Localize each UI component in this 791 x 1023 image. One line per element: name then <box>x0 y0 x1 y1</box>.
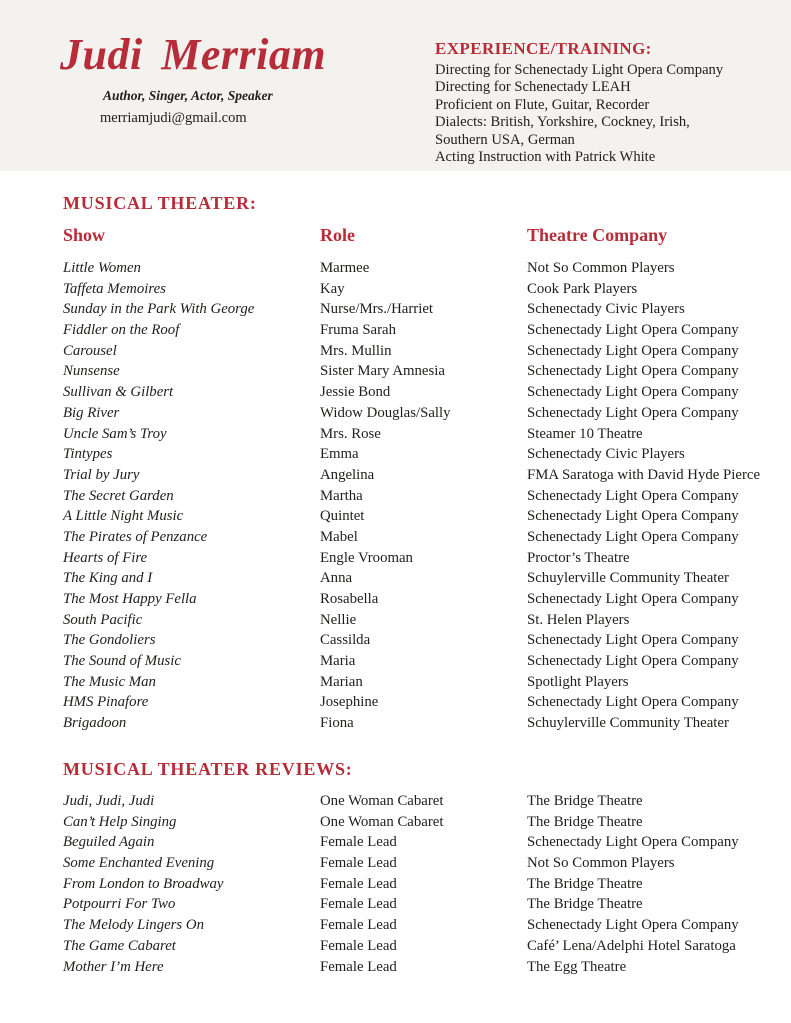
show-title: Brigadoon <box>63 715 127 732</box>
show-title: A Little Night Music <box>63 508 184 525</box>
person-name: Judi Merriam <box>60 30 327 79</box>
column-header-role: Role <box>320 225 355 245</box>
table-row <box>63 589 768 610</box>
role: Rosabella <box>320 591 379 607</box>
show-title: Some Enchanted Evening <box>63 855 215 872</box>
experience-line: Southern USA, German <box>435 131 575 148</box>
musical-theater-table <box>63 258 768 734</box>
role: Female Lead <box>320 896 397 913</box>
show-title: South Pacific <box>63 611 143 628</box>
theatre-company: St. Helen Players <box>527 611 630 628</box>
role: Mabel <box>320 528 358 545</box>
show-title: HMS Pinafore <box>63 694 149 711</box>
role: Kay <box>320 280 345 297</box>
table-row <box>63 874 768 895</box>
show-title: The Gondoliers <box>63 632 156 649</box>
theatre-company: Schenectady Civic Players <box>527 446 685 463</box>
role: Anna <box>320 570 353 587</box>
role: Female Lead <box>320 834 397 851</box>
theatre-company: Proctor’s Theatre <box>527 549 630 566</box>
role: Marmee <box>320 260 370 276</box>
show-title: The Melody Lingers On <box>63 917 204 934</box>
role: Female Lead <box>320 937 397 954</box>
role: Nurse/Mrs./Harriet <box>320 301 433 318</box>
role: Female Lead <box>320 855 397 872</box>
theatre-company: Schenectady Light Opera Company <box>527 834 739 851</box>
theatre-company: Spotlight Players <box>527 673 629 690</box>
role: Nellie <box>320 611 357 628</box>
theatre-company: The Bridge Theatre <box>527 793 643 809</box>
theatre-company: Schenectady Light Opera Company <box>527 384 739 401</box>
table-row <box>63 465 768 486</box>
table-row <box>63 832 768 853</box>
table-row <box>63 894 768 915</box>
theatre-company: Schenectady Light Opera Company <box>527 322 739 339</box>
theatre-company: Schenectady Civic Players <box>527 301 685 318</box>
role: Cassilda <box>320 632 371 649</box>
role: Martha <box>320 487 363 504</box>
show-title: Trial by Jury <box>63 466 140 483</box>
theatre-company: Schenectady Light Opera Company <box>527 591 739 607</box>
table-row <box>63 713 768 734</box>
table-row <box>63 936 768 957</box>
table-row <box>63 812 768 833</box>
theatre-company: Schenectady Light Opera Company <box>527 694 739 711</box>
theatre-company: Schenectady Light Opera Company <box>527 917 739 934</box>
table-row <box>63 915 768 936</box>
role: Fiona <box>320 715 354 732</box>
show-title: Sullivan & Gilbert <box>63 384 174 401</box>
experience-line: Acting Instruction with Patrick White <box>435 149 656 166</box>
show-title: Beguiled Again <box>63 834 155 851</box>
theatre-company: Steamer 10 Theatre <box>527 425 643 442</box>
experience-section <box>435 39 765 166</box>
show-title: The Sound of Music <box>63 653 181 670</box>
reviews-table <box>63 791 768 977</box>
table-row <box>63 853 768 874</box>
theatre-company: Schenectady Light Opera Company <box>527 508 739 525</box>
theatre-company: FMA Saratoga with David Hyde Pierce <box>527 466 761 483</box>
role: Sister Mary Amnesia <box>320 363 445 380</box>
theatre-company: Schuylerville Community Theater <box>527 570 729 587</box>
theatre-company: Schenectady Light Opera Company <box>527 342 739 359</box>
theatre-company: Cook Park Players <box>527 280 638 297</box>
role: Fruma Sarah <box>320 322 397 339</box>
role: Quintet <box>320 508 365 525</box>
show-title: The Game Cabaret <box>63 937 176 954</box>
table-header-row <box>63 226 768 244</box>
musical-theater-heading: MUSICAL THEATER: <box>63 193 257 213</box>
table-row <box>63 957 768 978</box>
table-row <box>63 791 768 812</box>
role: One Woman Cabaret <box>320 813 444 830</box>
table-row <box>63 444 768 465</box>
theatre-company: The Bridge Theatre <box>527 875 643 892</box>
show-title: Can’t Help Singing <box>63 813 177 830</box>
theatre-company: Schenectady Light Opera Company <box>527 363 739 380</box>
table-row <box>63 651 768 672</box>
table-row <box>63 279 768 300</box>
theatre-company: The Egg Theatre <box>527 958 627 975</box>
show-title: From London to Broadway <box>63 875 224 892</box>
theatre-company: Schenectady Light Opera Company <box>527 653 739 670</box>
table-row <box>63 361 768 382</box>
experience-line: Directing for Schenectady Light Opera Company <box>435 62 724 78</box>
show-title: The King and I <box>63 570 153 587</box>
table-row <box>63 692 768 713</box>
theatre-company: Not So Common Players <box>527 260 675 276</box>
theatre-company: Schenectady Light Opera Company <box>527 632 739 649</box>
role: Engle Vrooman <box>320 549 413 566</box>
table-row <box>63 258 768 279</box>
theatre-company: Schenectady Light Opera Company <box>527 404 739 421</box>
table-row <box>63 320 768 341</box>
theatre-company: Schenectady Light Opera Company <box>527 528 739 545</box>
show-title: The Music Man <box>63 673 156 690</box>
table-row <box>63 506 768 527</box>
theatre-company: The Bridge Theatre <box>527 896 643 913</box>
role: Mrs. Mullin <box>320 342 392 359</box>
role: Emma <box>320 446 359 463</box>
experience-heading: EXPERIENCE/TRAINING: <box>435 39 652 58</box>
email-address: merriamjudi@gmail.com <box>100 110 247 126</box>
show-title: Sunday in the Park With George <box>63 301 255 318</box>
experience-line: Directing for Schenectady LEAH <box>435 79 631 96</box>
theatre-company: Schenectady Light Opera Company <box>527 487 739 504</box>
table-row <box>63 548 768 569</box>
role: Maria <box>320 653 356 670</box>
person-tagline: Author, Singer, Actor, Speaker <box>103 88 273 103</box>
show-title: Carousel <box>63 342 117 359</box>
experience-line: Proficient on Flute, Guitar, Recorder <box>435 96 650 113</box>
header-band <box>0 0 791 171</box>
table-row <box>63 527 768 548</box>
experience-lines <box>435 62 765 166</box>
show-title: The Secret Garden <box>63 487 174 504</box>
role: One Woman Cabaret <box>320 793 444 809</box>
show-title: Little Women <box>63 260 141 276</box>
role: Jessie Bond <box>320 384 391 401</box>
theatre-company: Not So Common Players <box>527 855 675 872</box>
theatre-company: Schuylerville Community Theater <box>527 715 729 732</box>
role: Female Lead <box>320 917 397 934</box>
table-row <box>63 672 768 693</box>
experience-line: Dialects: British, Yorkshire, Cockney, Irish, <box>435 114 690 131</box>
role: Josephine <box>320 694 379 711</box>
show-title: Uncle Sam’s Troy <box>63 425 167 442</box>
role: Female Lead <box>320 875 397 892</box>
show-title: Taffeta Memoires <box>63 280 166 297</box>
theatre-company: The Bridge Theatre <box>527 813 643 830</box>
show-title: Judi, Judi, Judi <box>63 793 155 809</box>
show-title: Fiddler on the Roof <box>63 322 180 339</box>
show-title: Hearts of Fire <box>63 549 148 566</box>
table-row <box>63 382 768 403</box>
table-row <box>63 424 768 445</box>
table-row <box>63 610 768 631</box>
show-title: Mother I’m Here <box>63 958 164 975</box>
show-title: Nunsense <box>63 363 120 380</box>
table-row <box>63 299 768 320</box>
role: Angelina <box>320 466 375 483</box>
show-title: Tintypes <box>63 446 113 463</box>
table-row <box>63 630 768 651</box>
table-row <box>63 486 768 507</box>
column-header-show: Show <box>63 225 106 245</box>
reviews-heading: MUSICAL THEATER REVIEWS: <box>63 759 353 779</box>
role: Female Lead <box>320 958 397 975</box>
theatre-company: Café’ Lena/Adelphi Hotel Saratoga <box>527 937 736 954</box>
role: Mrs. Rose <box>320 425 381 442</box>
show-title: Big River <box>63 404 120 421</box>
show-title: The Most Happy Fella <box>63 591 197 607</box>
role: Marian <box>320 673 363 690</box>
table-row <box>63 403 768 424</box>
table-row <box>63 568 768 589</box>
table-row <box>63 341 768 362</box>
role: Widow Douglas/Sally <box>320 404 451 421</box>
show-title: Potpourri For Two <box>63 896 176 913</box>
column-header-theatre-company: Theatre Company <box>527 225 668 245</box>
show-title: The Pirates of Penzance <box>63 528 208 545</box>
